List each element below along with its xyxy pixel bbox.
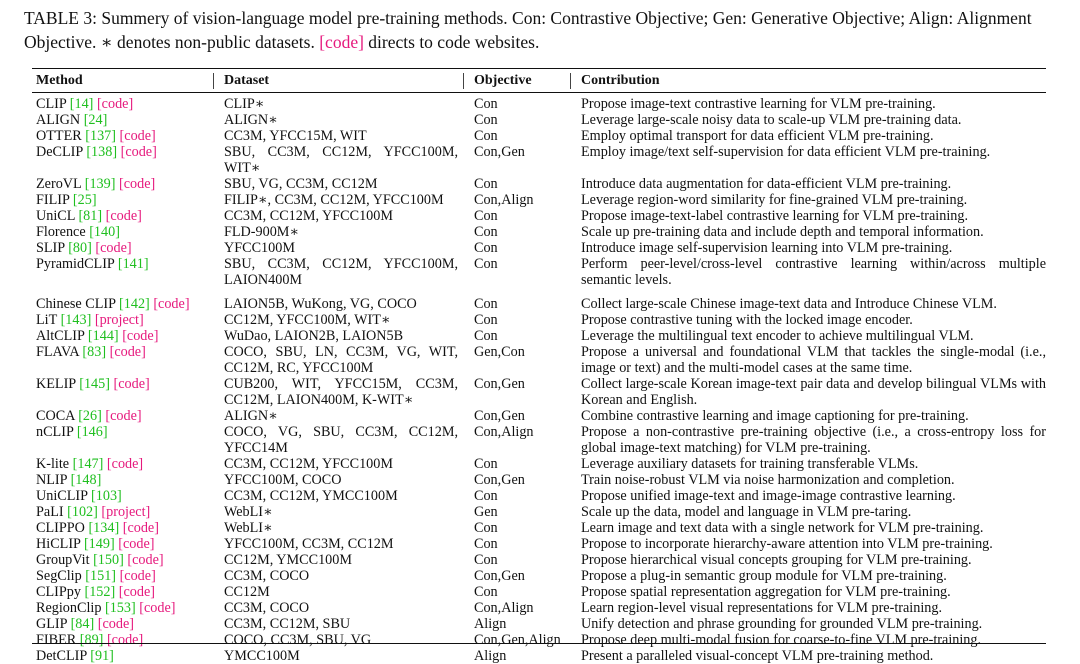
- table-row: [32, 408, 1046, 424]
- dataset-cell: COCO, SBU, LN, CC3M, VG, WIT, CC12M, RC, YFCC100M: [224, 344, 458, 376]
- table-row: [32, 616, 1046, 632]
- method-cell: [32, 96, 216, 112]
- table-row: [32, 488, 1046, 504]
- code-link[interactable]: [code]: [119, 568, 156, 584]
- contribution-cell: Propose deep multi-modal fusion for coarse-to-fine VLM pre-training.: [581, 632, 982, 648]
- table-row: [32, 568, 1046, 584]
- citation-link[interactable]: [148]: [70, 472, 102, 488]
- caption-code-link[interactable]: [code]: [319, 32, 364, 52]
- objective-cell: Con: [474, 584, 498, 600]
- method-cell: [32, 112, 216, 128]
- code-link[interactable]: [code]: [153, 296, 190, 312]
- objective-cell: Con: [474, 256, 498, 272]
- citation-link[interactable]: [153]: [104, 600, 136, 616]
- contribution-cell: Unify detection and phrase grounding for grounded VLM pre-training.: [581, 616, 983, 632]
- table-row: [32, 224, 1046, 240]
- objective-cell: Con,Align: [474, 600, 534, 616]
- citation-link[interactable]: [151]: [85, 568, 117, 584]
- objective-cell: Con: [474, 552, 498, 568]
- objective-cell: Con: [474, 520, 498, 536]
- table-row: [32, 144, 1046, 176]
- method-name: GroupVit: [36, 552, 90, 568]
- method-cell: [32, 224, 216, 240]
- citation-link[interactable]: [143]: [60, 312, 92, 328]
- code-link[interactable]: [code]: [122, 328, 159, 344]
- citation-link[interactable]: [141]: [117, 256, 149, 272]
- dataset-cell: CC3M, COCO: [224, 600, 310, 616]
- table-row: [32, 192, 1046, 208]
- method-cell: [32, 600, 216, 616]
- citation-link[interactable]: [134]: [88, 520, 120, 536]
- method-cell: [32, 376, 216, 408]
- table-top-rule: [32, 68, 1046, 69]
- code-link[interactable]: [code]: [95, 240, 132, 256]
- dataset-cell: WebLI∗: [224, 504, 273, 520]
- code-link[interactable]: [code]: [139, 600, 176, 616]
- dataset-cell: CC3M, CC12M, YMCC100M: [224, 488, 398, 504]
- method-cell: [32, 472, 216, 488]
- objective-cell: Gen,Con: [474, 344, 525, 360]
- dataset-cell: SBU, CC3M, CC12M, YFCC100M, LAION400M: [224, 256, 458, 288]
- contribution-cell: Propose contrastive tuning with the locked image encoder.: [581, 312, 913, 328]
- method-cell: [32, 552, 216, 568]
- contribution-cell: Employ optimal transport for data efficient VLM pre-training.: [581, 128, 934, 144]
- method-name: HiCLIP: [36, 536, 81, 552]
- contribution-cell: Propose spatial representation aggregation for VLM pre-training.: [581, 584, 951, 600]
- objective-cell: Con,Align: [474, 192, 534, 208]
- code-link[interactable]: [project]: [101, 504, 151, 520]
- citation-link[interactable]: [138]: [86, 144, 118, 160]
- method-name: UniCL: [36, 208, 75, 224]
- objective-cell: Con: [474, 312, 498, 328]
- method-cell: [32, 176, 216, 192]
- code-link[interactable]: [code]: [96, 96, 134, 112]
- code-link[interactable]: [code]: [105, 408, 142, 424]
- method-name: COCA: [36, 408, 75, 424]
- objective-cell: Con: [474, 240, 498, 256]
- method-cell: [32, 256, 216, 288]
- contribution-cell: Propose a universal and foundational VLM that tackles the single-modal (i.e., image or text) and the multi-model cases at the same time.: [581, 344, 1046, 376]
- table-row: [32, 520, 1046, 536]
- objective-cell: Con,Gen: [474, 144, 525, 160]
- table-row: [32, 536, 1046, 552]
- dataset-cell: WebLI∗: [224, 520, 273, 536]
- objective-cell: Con: [474, 456, 498, 472]
- method-name: DetCLIP: [36, 648, 87, 664]
- objective-cell: Con: [474, 488, 498, 504]
- code-link[interactable]: [project]: [94, 312, 144, 328]
- contribution-cell: Propose hierarchical visual concepts grouping for VLM pre-training.: [581, 552, 972, 568]
- citation-link[interactable]: [142]: [119, 296, 150, 312]
- table-row: [32, 456, 1046, 472]
- contribution-cell: Scale up pre-training data and include depth and temporal information.: [581, 224, 984, 240]
- code-link[interactable]: [code]: [127, 552, 164, 568]
- method-name: CLIP: [36, 96, 67, 112]
- method-cell: [32, 208, 216, 224]
- citation-link[interactable]: [84]: [70, 616, 95, 632]
- table-row: [32, 584, 1046, 600]
- objective-cell: Con: [474, 208, 498, 224]
- method-name: GLIP: [36, 616, 68, 632]
- contribution-cell: Collect large-scale Korean image-text pair data and develop bilingual VLMs with Korean and English.: [581, 376, 1046, 408]
- method-name: DeCLIP: [36, 144, 83, 160]
- citation-link[interactable]: [26]: [78, 408, 102, 424]
- contribution-cell: Learn image and text data with a single network for VLM pre-training.: [581, 520, 984, 536]
- method-name: KELIP: [36, 376, 76, 392]
- table-caption: [24, 6, 1064, 54]
- dataset-cell: ALIGN∗: [224, 408, 278, 424]
- table-row: [32, 552, 1046, 568]
- objective-cell: Con,Gen: [474, 376, 525, 392]
- method-name: ZeroVL: [36, 176, 82, 192]
- method-cell: [32, 344, 216, 376]
- contribution-cell: Propose image-text contrastive learning for VLM pre-training.: [581, 96, 936, 112]
- header-objective: Objective: [474, 73, 532, 88]
- contribution-cell: Train noise-robust VLM via noise harmonization and completion.: [581, 472, 955, 488]
- code-link[interactable]: [code]: [122, 520, 159, 536]
- method-cell: [32, 648, 216, 664]
- dataset-cell: CC3M, COCO: [224, 568, 310, 584]
- table-row: [32, 96, 1046, 112]
- citation-link[interactable]: [140]: [89, 224, 120, 240]
- dataset-cell: CC12M: [224, 584, 270, 600]
- table-row: [32, 312, 1046, 328]
- dataset-cell: CC3M, CC12M, YFCC100M: [224, 208, 393, 224]
- method-cell: [32, 296, 216, 312]
- method-name: AltCLIP: [36, 328, 85, 344]
- caption-text: TABLE 3: Summery of vision-language model pre-training methods. Con: Contrastive Objective; Gen: Generative Objective; Align: Alignment Objective. ∗ denotes non-public datasets.: [24, 8, 1032, 52]
- contribution-cell: Perform peer-level/cross-level contrastive learning within/across multiple semantic levels.: [581, 256, 1046, 288]
- dataset-cell: CUB200, WIT, YFCC15M, CC3M, CC12M, LAION400M, K-WIT∗: [224, 376, 458, 408]
- method-name: CLIPPO: [36, 520, 85, 536]
- citation-link[interactable]: [83]: [82, 344, 107, 360]
- citation-link[interactable]: [25]: [72, 192, 97, 208]
- dataset-cell: FILIP∗, CC3M, CC12M, YFCC100M: [224, 192, 444, 208]
- citation-link[interactable]: [14]: [69, 96, 94, 112]
- contribution-cell: Propose a non-contrastive pre-training objective (i.e., a cross-entropy loss for global image-text matching) for VLM pre-training.: [581, 424, 1046, 456]
- code-link[interactable]: [code]: [119, 128, 156, 144]
- contribution-cell: Propose unified image-text and image-image contrastive learning.: [581, 488, 956, 504]
- dataset-cell: YFCC100M, CC3M, CC12M: [224, 536, 394, 552]
- objective-cell: Con: [474, 128, 498, 144]
- method-cell: [32, 568, 216, 584]
- method-name: nCLIP: [36, 424, 74, 440]
- table-row: [32, 128, 1046, 144]
- dataset-cell: COCO, CC3M, SBU, VG: [224, 632, 372, 648]
- code-link[interactable]: [code]: [113, 376, 150, 392]
- objective-cell: Con: [474, 96, 498, 112]
- header-separator: [213, 73, 214, 89]
- method-name: ALIGN: [36, 112, 81, 128]
- contribution-cell: Present a paralleled visual-concept VLM pre-training method.: [581, 648, 934, 664]
- table-row: [32, 472, 1046, 488]
- table-row: [32, 504, 1046, 520]
- table-header: [32, 71, 1046, 91]
- method-cell: [32, 616, 216, 632]
- header-method: Method: [36, 73, 83, 88]
- code-link[interactable]: [code]: [105, 208, 142, 224]
- method-name: OTTER: [36, 128, 82, 144]
- table-row: [32, 296, 1046, 312]
- objective-cell: Con: [474, 112, 498, 128]
- objective-cell: Con,Gen,Align: [474, 632, 561, 648]
- table-row: [32, 240, 1046, 256]
- method-name: SLIP: [36, 240, 65, 256]
- citation-link[interactable]: [149]: [83, 536, 115, 552]
- table-header-rule: [32, 92, 1046, 93]
- dataset-cell: CC3M, CC12M, SBU: [224, 616, 351, 632]
- method-name: K-lite: [36, 456, 70, 472]
- method-cell: [32, 536, 216, 552]
- method-name: LiT: [36, 312, 58, 328]
- method-cell: [32, 424, 216, 456]
- row-group-gap: [32, 288, 1046, 296]
- citation-link[interactable]: [146]: [76, 424, 108, 440]
- code-link[interactable]: [code]: [120, 144, 157, 160]
- code-link[interactable]: [code]: [106, 456, 144, 472]
- method-cell: [32, 488, 216, 504]
- contribution-cell: Propose to incorporate hierarchy-aware attention into VLM pre-training.: [581, 536, 993, 552]
- method-cell: [32, 128, 216, 144]
- method-name: RegionClip: [36, 600, 102, 616]
- objective-cell: Con,Align: [474, 424, 534, 440]
- method-cell: [32, 584, 216, 600]
- caption-suffix: directs to code websites.: [368, 32, 540, 52]
- method-name: PyramidCLIP: [36, 256, 115, 272]
- objective-cell: Con,Gen: [474, 472, 525, 488]
- table-body: [32, 96, 1046, 664]
- contribution-cell: Leverage auxiliary datasets for training transferable VLMs.: [581, 456, 919, 472]
- dataset-cell: YFCC100M, COCO: [224, 472, 342, 488]
- method-cell: [32, 632, 216, 648]
- objective-cell: Con,Gen: [474, 568, 525, 584]
- header-separator: [570, 73, 571, 89]
- method-cell: [32, 312, 216, 328]
- method-cell: [32, 520, 216, 536]
- objective-cell: Con: [474, 224, 498, 240]
- citation-link[interactable]: [81]: [78, 208, 103, 224]
- dataset-cell: CC12M, YMCC100M: [224, 552, 352, 568]
- dataset-cell: LAION5B, WuKong, VG, COCO: [224, 296, 417, 312]
- table-row: [32, 344, 1046, 376]
- method-cell: [32, 144, 216, 176]
- objective-cell: Con: [474, 328, 498, 344]
- table-row: [32, 632, 1046, 648]
- citation-link[interactable]: [24]: [83, 112, 108, 128]
- objective-cell: Con,Gen: [474, 408, 525, 424]
- table-row: [32, 112, 1046, 128]
- contribution-cell: Propose image-text-label contrastive learning for VLM pre-training.: [581, 208, 969, 224]
- contribution-cell: Leverage region-word similarity for fine-grained VLM pre-training.: [581, 192, 968, 208]
- citation-link[interactable]: [150]: [93, 552, 124, 568]
- method-cell: [32, 328, 216, 344]
- method-name: PaLI: [36, 504, 64, 520]
- code-link[interactable]: [code]: [97, 616, 134, 632]
- method-cell: [32, 240, 216, 256]
- contribution-cell: Leverage large-scale noisy data to scale-up VLM pre-training data.: [581, 112, 962, 128]
- contribution-cell: Employ image/text self-supervision for data efficient VLM pre-training.: [581, 144, 991, 160]
- contribution-cell: Scale up the data, model and language in VLM pre-taring.: [581, 504, 912, 520]
- dataset-cell: WuDao, LAION2B, LAION5B: [224, 328, 404, 344]
- contribution-cell: Leverage the multilingual text encoder to achieve multilingual VLM.: [581, 328, 974, 344]
- contribution-cell: Combine contrastive learning and image captioning for pre-training.: [581, 408, 969, 424]
- method-name: FLAVA: [36, 344, 79, 360]
- citation-link[interactable]: [139]: [84, 176, 116, 192]
- objective-cell: Gen: [474, 504, 498, 520]
- dataset-cell: CLIP∗: [224, 96, 265, 112]
- table-row: [32, 256, 1046, 288]
- dataset-cell: CC12M, YFCC100M, WIT∗: [224, 312, 391, 328]
- citation-link[interactable]: [147]: [72, 456, 104, 472]
- header-contribution: Contribution: [581, 73, 660, 88]
- table-row: [32, 208, 1046, 224]
- method-cell: [32, 408, 216, 424]
- dataset-cell: SBU, CC3M, CC12M, YFCC100M, WIT∗: [224, 144, 458, 176]
- contribution-cell: Collect large-scale Chinese image-text data and Introduce Chinese VLM.: [581, 296, 997, 312]
- citation-link[interactable]: [144]: [87, 328, 119, 344]
- method-name: Florence: [36, 224, 86, 240]
- citation-link[interactable]: [80]: [68, 240, 92, 256]
- method-cell: [32, 456, 216, 472]
- code-link[interactable]: [code]: [118, 536, 155, 552]
- dataset-cell: FLD-900M∗: [224, 224, 300, 240]
- citation-link[interactable]: [137]: [85, 128, 116, 144]
- citation-link[interactable]: [103]: [91, 488, 122, 504]
- citation-link[interactable]: [89]: [79, 632, 104, 648]
- citation-link[interactable]: [91]: [90, 648, 114, 664]
- dataset-cell: COCO, VG, SBU, CC3M, CC12M, YFCC14M: [224, 424, 458, 456]
- code-link[interactable]: [code]: [119, 176, 156, 192]
- objective-cell: Con: [474, 296, 498, 312]
- table-row: [32, 176, 1046, 192]
- objective-cell: Align: [474, 616, 507, 632]
- dataset-cell: CC3M, YFCC15M, WIT: [224, 128, 367, 144]
- objective-cell: Con: [474, 176, 498, 192]
- citation-link[interactable]: [102]: [67, 504, 98, 520]
- method-name: SegClip: [36, 568, 82, 584]
- header-separator: [463, 73, 464, 89]
- dataset-cell: YFCC100M: [224, 240, 295, 256]
- method-cell: [32, 192, 216, 208]
- method-name: NLIP: [36, 472, 68, 488]
- dataset-cell: CC3M, CC12M, YFCC100M: [224, 456, 393, 472]
- contribution-cell: Propose a plug-in semantic group module for VLM pre-training.: [581, 568, 947, 584]
- method-name: FIBER: [36, 632, 77, 648]
- method-name: CLIPpy: [36, 584, 81, 600]
- code-link[interactable]: [code]: [106, 632, 144, 648]
- method-cell: [32, 504, 216, 520]
- code-link[interactable]: [code]: [118, 584, 155, 600]
- contribution-cell: Introduce image self-supervision learning into VLM pre-training.: [581, 240, 953, 256]
- code-link[interactable]: [code]: [109, 344, 146, 360]
- table-row: [32, 328, 1046, 344]
- table-row: [32, 424, 1046, 456]
- dataset-cell: YMCC100M: [224, 648, 300, 664]
- table-row: [32, 600, 1046, 616]
- table-bottom-rule: [32, 643, 1046, 644]
- objective-cell: Con: [474, 536, 498, 552]
- dataset-cell: ALIGN∗: [224, 112, 278, 128]
- citation-link[interactable]: [152]: [84, 584, 116, 600]
- dataset-cell: SBU, VG, CC3M, CC12M: [224, 176, 378, 192]
- method-name: FILIP: [36, 192, 70, 208]
- method-name: UniCLIP: [36, 488, 88, 504]
- method-name: Chinese CLIP: [36, 296, 116, 312]
- citation-link[interactable]: [145]: [79, 376, 110, 392]
- table-row: [32, 648, 1046, 664]
- header-dataset: Dataset: [224, 73, 270, 88]
- table-row: [32, 376, 1046, 408]
- objective-cell: Align: [474, 648, 507, 664]
- contribution-cell: Learn region-level visual representations for VLM pre-training.: [581, 600, 942, 616]
- contribution-cell: Introduce data augmentation for data-efficient VLM pre-training.: [581, 176, 952, 192]
